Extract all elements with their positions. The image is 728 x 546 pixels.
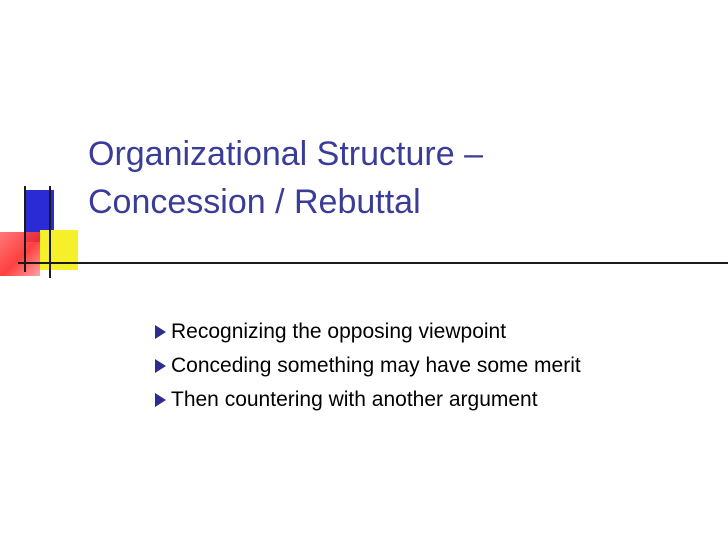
decorative-vertical-line	[24, 186, 26, 272]
bullet-list	[155, 316, 595, 418]
slide-title-line: Organizational Structure –	[88, 135, 483, 173]
decorative-vertical-line	[49, 186, 51, 278]
title-divider-line	[18, 262, 728, 264]
bullet-item	[155, 316, 595, 348]
bullet-item	[155, 384, 595, 416]
bullet-text: Conceding something may have some merit	[171, 354, 581, 377]
bullet-text: Then countering with another argument	[171, 388, 538, 411]
slide-title-line: Concession / Rebuttal	[88, 183, 421, 221]
decorative-yellow-square	[40, 230, 78, 270]
bullet-item	[155, 350, 595, 382]
square-bullet-icon	[155, 325, 166, 339]
decorative-red-square	[0, 232, 40, 276]
slide-title	[88, 130, 688, 226]
square-bullet-icon	[155, 393, 166, 407]
square-bullet-icon	[155, 359, 166, 373]
bullet-text: Recognizing the opposing viewpoint	[171, 320, 507, 343]
